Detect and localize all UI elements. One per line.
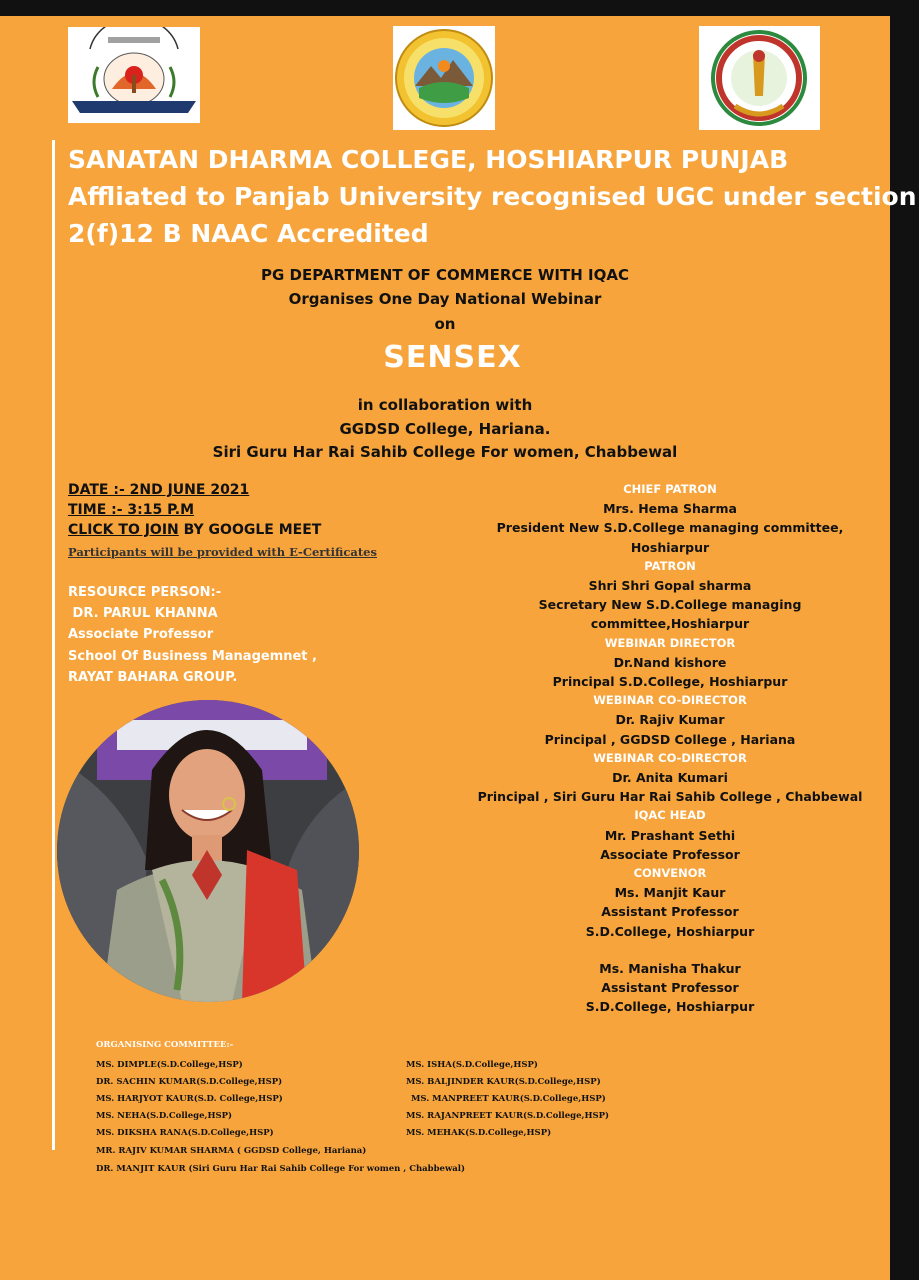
- committee-member: MS. HARJYOT KAUR(S.D. College,HSP): [96, 1094, 283, 1104]
- committee-member: MS. BALJINDER KAUR(S.D.College,HSP): [406, 1077, 601, 1087]
- patrons-column: [470, 480, 870, 1016]
- siri-guru-college-seal-icon: [699, 26, 820, 130]
- resource-person-designation: Associate Professor: [68, 627, 214, 642]
- committee-member: MS. NEHA(S.D.College,HSP): [96, 1111, 233, 1121]
- affiliation-line-1: Affliated to Panjab University recognised UGC under section: [68, 182, 917, 211]
- organises-line: Organises One Day National Webinar: [288, 290, 602, 308]
- committee-member: MS. RAJANPREET KAUR(S.D.College,HSP): [406, 1111, 610, 1121]
- webinar-topic: SENSEX: [383, 340, 522, 375]
- director-name: Dr.Nand kishore: [613, 654, 727, 670]
- patron-desc-1: Secretary New S.D.College managing: [538, 597, 802, 613]
- college-name-heading: SANATAN DHARMA COLLEGE, HOSHIARPUR PUNJAB: [68, 145, 789, 174]
- resource-person-org: RAYAT BAHARA GROUP.: [68, 670, 238, 685]
- resource-person-label: RESOURCE PERSON:-: [68, 585, 222, 600]
- patron-name: Shri Shri Gopal sharma: [588, 578, 752, 594]
- convenor-1-desc-1: Assistant Professor: [601, 904, 739, 920]
- resource-person-school: School Of Business Managemnet ,: [68, 649, 317, 664]
- convenor-2-desc-2: S.D.College, Hoshiarpur: [585, 999, 755, 1015]
- codirector-2-desc: Principal , Siri Guru Har Rai Sahib College , Chabbewal: [477, 789, 863, 805]
- resource-person-name: DR. PARUL KHANNA: [68, 606, 218, 621]
- patron-desc-2: committee,Hoshiarpur: [590, 616, 750, 632]
- iqac-head-label: IQAC HEAD: [634, 808, 706, 823]
- convenor-1-desc-2: S.D.College, Hoshiarpur: [585, 923, 755, 939]
- convenor-2-name: Ms. Manisha Thakur: [599, 960, 741, 976]
- chief-patron-desc-2: Hoshiarpur: [630, 539, 710, 555]
- committee-member: MS. MEHAK(S.D.College,HSP): [406, 1128, 552, 1138]
- ggdsd-college-seal-icon: [393, 26, 495, 130]
- sd-college-logo-icon: [68, 27, 200, 123]
- director-label: WEBINAR DIRECTOR: [604, 635, 736, 650]
- resource-person-photo: [57, 700, 359, 1002]
- top-border: [0, 0, 890, 16]
- director-desc: Principal S.D.College, Hoshiarpur: [552, 674, 788, 690]
- committee-member: MS. MANPREET KAUR(S.D.College,HSP): [411, 1094, 606, 1104]
- click-to-join-link[interactable]: CLICK TO JOIN: [68, 522, 179, 538]
- codirector-1-label: WEBINAR CO-DIRECTOR: [593, 693, 747, 708]
- codirector-2-label: WEBINAR CO-DIRECTOR: [593, 750, 747, 765]
- convenor-2-desc-1: Assistant Professor: [601, 980, 739, 996]
- codirector-1-desc: Principal , GGDSD College , Hariana: [544, 731, 796, 747]
- committee-member: DR. SACHIN KUMAR(S.D.College,HSP): [96, 1077, 283, 1087]
- join-method: BY GOOGLE MEET: [178, 522, 322, 538]
- convenor-label: CONVENOR: [633, 866, 707, 881]
- committee-member: DR. MANJIT KAUR (Siri Guru Har Rai Sahib College For women , Chabbewal): [96, 1164, 466, 1174]
- committee-member: MR. RAJIV KUMAR SHARMA ( GGDSD College, Hariana): [96, 1146, 367, 1156]
- affiliation-line-2: 2(f)12 B NAAC Accredited: [68, 219, 429, 248]
- committee-heading: ORGANISING COMMITTEE:-: [96, 1040, 234, 1050]
- time-line: TIME :- 3:15 P.M: [68, 502, 195, 518]
- chief-patron-label: CHIEF PATRON: [623, 482, 717, 496]
- chief-patron-name: Mrs. Hema Sharma: [603, 501, 737, 517]
- iqac-head-desc: Associate Professor: [600, 846, 740, 862]
- date-line: DATE :- 2ND JUNE 2021: [68, 482, 250, 498]
- department-line: PG DEPARTMENT OF COMMERCE WITH IQAC: [261, 266, 629, 284]
- codirector-1-name: Dr. Rajiv Kumar: [615, 712, 725, 728]
- collaboration-college-1: GGDSD College, Hariana.: [339, 420, 551, 438]
- committee-member: MS. ISHA(S.D.College,HSP): [406, 1060, 538, 1070]
- codirector-2-name: Dr. Anita Kumari: [612, 770, 728, 786]
- iqac-head-name: Mr. Prashant Sethi: [604, 827, 736, 843]
- certificate-note: Participants will be provided with E-Certificates: [68, 545, 377, 559]
- patron-label: PATRON: [644, 558, 696, 573]
- collaboration-college-2: Siri Guru Har Rai Sahib College For women, Chabbewal: [212, 443, 678, 461]
- convenor-1-name: Ms. Manjit Kaur: [614, 885, 726, 901]
- committee-member: MS. DIKSHA RANA(S.D.College,HSP): [96, 1128, 274, 1138]
- join-line: [68, 522, 321, 538]
- committee-member: MS. DIMPLE(S.D.College,HSP): [96, 1060, 243, 1070]
- collaboration-intro: in collaboration with: [357, 396, 533, 414]
- chief-patron-desc-1: President New S.D.College managing committee,: [496, 520, 844, 536]
- on-line: on: [434, 315, 456, 333]
